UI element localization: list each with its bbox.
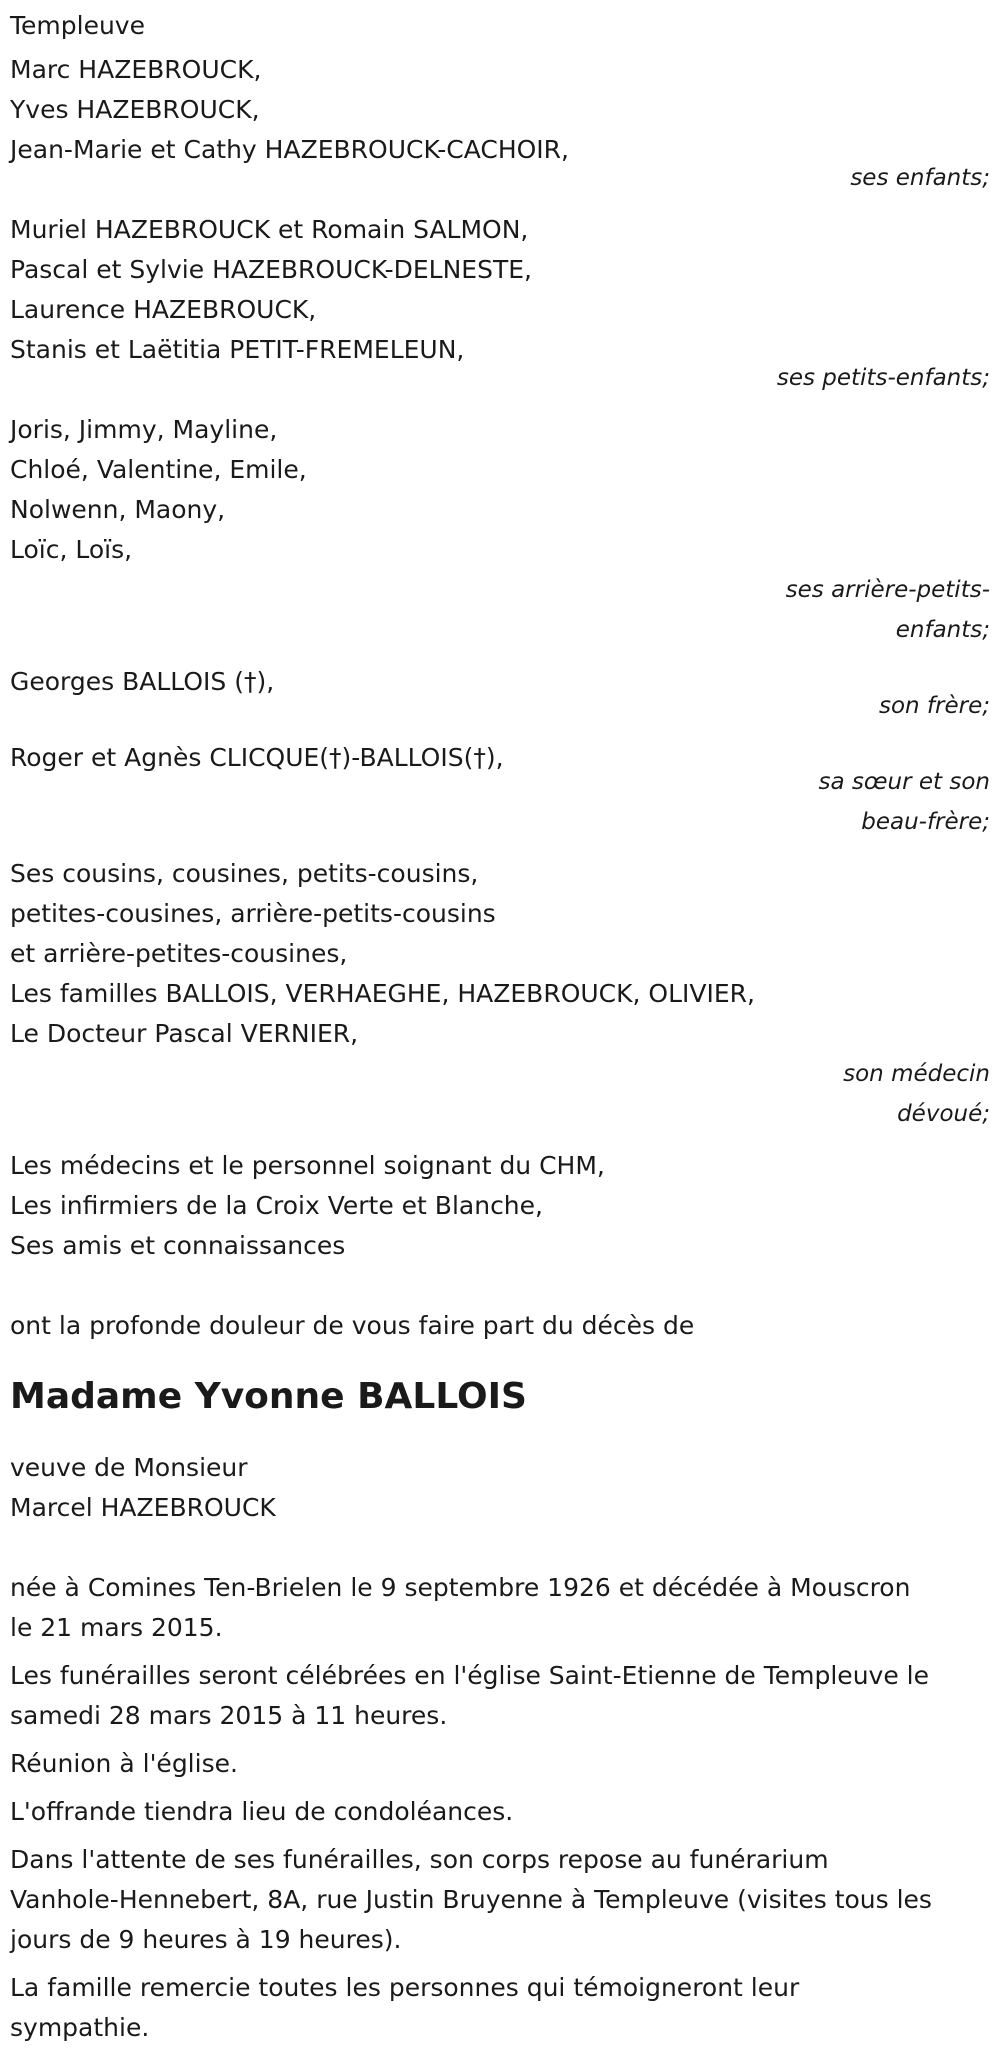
family-name: Georges BALLOIS (†),	[10, 667, 275, 696]
funeral-paragraph	[10, 1656, 990, 1736]
spacer	[10, 1528, 990, 1568]
family-name: Les médecins et le personnel soignant du CHM,	[10, 1151, 605, 1180]
relation-label: sa sœur et son	[818, 769, 990, 795]
family-group-brother	[10, 662, 990, 726]
relation-label: ses petits-enfants;	[776, 365, 990, 391]
family-name: Yves HAZEBROUCK,	[10, 95, 260, 124]
paragraph-line: L'offrande tiendra lieu de condoléances.	[10, 1797, 514, 1826]
relation-label: son frère;	[878, 693, 990, 719]
family-group-cousins	[10, 854, 990, 1134]
paragraph-line: Réunion à l'église.	[10, 1749, 238, 1778]
family-name: Muriel HAZEBROUCK et Romain SALMON,	[10, 215, 529, 244]
family-name: Stanis et Laëtitia PETIT-FREMELEUN,	[10, 335, 465, 364]
paragraph-line: jours de 9 heures à 19 heures).	[10, 1925, 402, 1954]
relation-label: beau-frère;	[861, 809, 990, 835]
family-name: Les familles BALLOIS, VERHAEGHE, HAZEBROUCK, OLIVIER,	[10, 979, 755, 1008]
rest-paragraph	[10, 1840, 990, 1960]
family-name: petites-cousines, arrière-petits-cousins	[10, 899, 496, 928]
family-name: Pascal et Sylvie HAZEBROUCK-DELNESTE,	[10, 255, 532, 284]
paragraph-line: samedi 28 mars 2015 à 11 heures.	[10, 1701, 448, 1730]
family-group-grandchildren	[10, 210, 990, 398]
family-name: Les infirmiers de la Croix Verte et Blanche,	[10, 1191, 543, 1220]
decedent-name: Madame Yvonne BALLOIS	[10, 1376, 527, 1417]
family-name: Joris, Jimmy, Mayline,	[10, 415, 278, 444]
family-group-great-grandchildren	[10, 410, 990, 650]
thanks-paragraph	[10, 1968, 990, 2048]
paragraph-line: née à Comines Ten-Brielen le 9 septembre 1926 et décédée à Mouscron	[10, 1573, 911, 1602]
paragraph-line: Vanhole-Hennebert, 8A, rue Justin Bruyenne à Templeuve (visites tous les	[10, 1885, 932, 1914]
offering-paragraph	[10, 1792, 990, 1832]
family-group-friends	[10, 1146, 990, 1266]
family-name: Roger et Agnès CLICQUE(†)-BALLOIS(†),	[10, 743, 504, 772]
family-group-children	[10, 50, 990, 198]
family-name: et arrière-petites-cousines,	[10, 939, 348, 968]
family-name: Loïc, Loïs,	[10, 535, 133, 564]
family-name: Marc HAZEBROUCK,	[10, 55, 262, 84]
paragraph-line: le 21 mars 2015.	[10, 1613, 223, 1642]
family-name: Chloé, Valentine, Emile,	[10, 455, 307, 484]
place-name: Templeuve	[10, 11, 145, 40]
spacer	[10, 1266, 990, 1306]
meeting-paragraph	[10, 1744, 990, 1784]
paragraph-line: Les funérailles seront célébrées en l'église Saint-Etienne de Templeuve le	[10, 1661, 929, 1690]
family-name: Nolwenn, Maony,	[10, 495, 226, 524]
relation-label: enfants;	[895, 617, 990, 643]
family-name: Le Docteur Pascal VERNIER,	[10, 1019, 359, 1048]
relation-label: son médecin	[843, 1061, 990, 1087]
announcement-text: ont la profonde douleur de vous faire part du décès de	[10, 1311, 695, 1340]
paragraph-line: Dans l'attente de ses funérailles, son corps repose au funérarium	[10, 1845, 829, 1874]
birth-death-paragraph	[10, 1568, 990, 1648]
obituary-content	[10, 6, 990, 2048]
family-name: Jean-Marie et Cathy HAZEBROUCK-CACHOIR,	[10, 135, 569, 164]
relation-label: ses arrière-petits-	[785, 577, 990, 603]
family-name: Laurence HAZEBROUCK,	[10, 295, 317, 324]
relation-label: dévoué;	[897, 1101, 990, 1127]
paragraph-line: sympathie.	[10, 2013, 150, 2042]
family-group-sister	[10, 738, 990, 842]
family-name: Ses amis et connaissances	[10, 1231, 346, 1260]
paragraph-line: La famille remercie toutes les personnes qui témoigneront leur	[10, 1973, 800, 2002]
relation-label: ses enfants;	[850, 165, 990, 191]
family-name: Ses cousins, cousines, petits-cousins,	[10, 859, 479, 888]
widow-line: Marcel HAZEBROUCK	[10, 1493, 276, 1522]
widow-line: veuve de Monsieur	[10, 1453, 248, 1482]
